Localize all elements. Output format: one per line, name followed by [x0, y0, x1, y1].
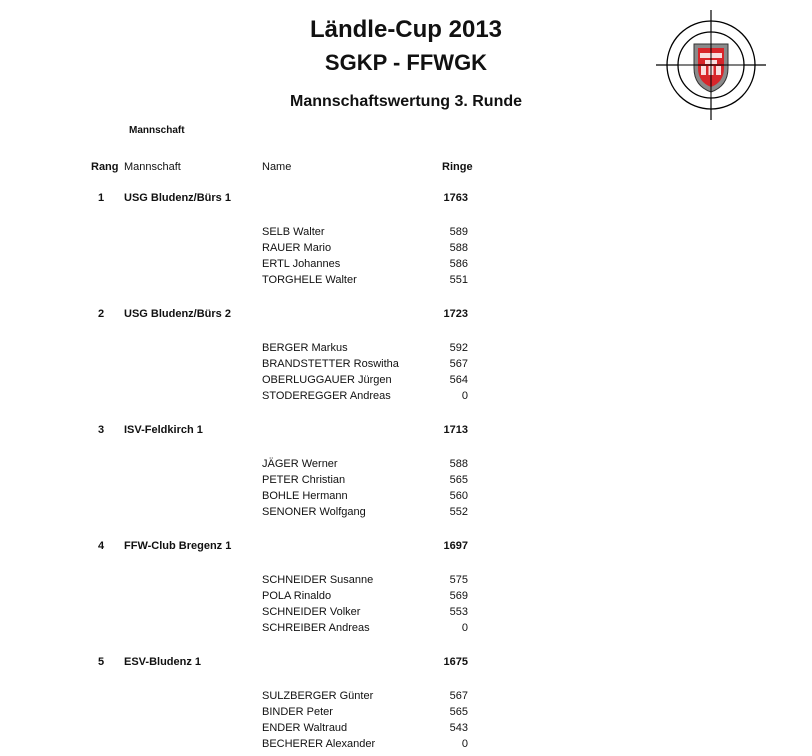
- member-score: 592: [449, 342, 468, 354]
- team-rank: 1: [97, 192, 105, 204]
- team-name: ISV-Feldkirch 1: [124, 424, 203, 436]
- member-score: 553: [449, 606, 468, 618]
- member-score: 565: [449, 706, 468, 718]
- member-name: SCHREIBER Andreas: [262, 622, 370, 634]
- crosshair-coat-of-arms-logo: [656, 10, 766, 120]
- column-header-team: Mannschaft: [124, 161, 181, 173]
- member-name: SENONER Wolfgang: [262, 506, 366, 518]
- team-rank: 4: [97, 540, 105, 552]
- team-rank: 2: [97, 308, 105, 320]
- team-total: 1675: [443, 656, 468, 668]
- member-score: 567: [449, 690, 468, 702]
- member-score: 0: [461, 738, 468, 750]
- member-score: 560: [449, 490, 468, 502]
- member-score: 564: [449, 374, 468, 386]
- member-name: SULZBERGER Günter: [262, 690, 374, 702]
- team-total: 1763: [443, 192, 468, 204]
- member-name: BRANDSTETTER Roswitha: [262, 358, 399, 370]
- team-rank: 3: [97, 424, 105, 436]
- member-name: POLA Rinaldo: [262, 590, 332, 602]
- team-name: USG Bludenz/Bürs 1: [124, 192, 231, 204]
- member-name: ERTL Johannes: [262, 258, 341, 270]
- member-name: JÄGER Werner: [262, 458, 338, 470]
- member-name: BERGER Markus: [262, 342, 348, 354]
- document-subtitle: SGKP - FFWGK: [324, 50, 488, 75]
- member-score: 588: [449, 242, 468, 254]
- member-score: 589: [449, 226, 468, 238]
- member-name: SCHNEIDER Susanne: [262, 574, 374, 586]
- member-score: 588: [449, 458, 468, 470]
- member-score: 552: [449, 506, 468, 518]
- member-name: BOHLE Hermann: [262, 490, 348, 502]
- member-name: ENDER Waltraud: [262, 722, 348, 734]
- member-score: 0: [461, 390, 468, 402]
- team-name: ESV-Bludenz 1: [124, 656, 202, 668]
- member-score: 567: [449, 358, 468, 370]
- member-score: 551: [449, 274, 468, 286]
- team-total: 1723: [443, 308, 468, 320]
- column-header-score: Ringe: [442, 161, 473, 173]
- member-name: STODEREGGER Andreas: [262, 390, 391, 402]
- member-score: 569: [449, 590, 468, 602]
- column-header-rank: Rang: [91, 161, 119, 173]
- team-total: 1713: [443, 424, 468, 436]
- team-name: FFW-Club Bregenz 1: [124, 540, 232, 552]
- team-total: 1697: [443, 540, 468, 552]
- member-name: RAUER Mario: [262, 242, 332, 254]
- member-name: BINDER Peter: [262, 706, 333, 718]
- member-name: BECHERER Alexander: [262, 738, 376, 750]
- member-name: PETER Christian: [262, 474, 346, 486]
- member-score: 543: [449, 722, 468, 734]
- document-title: Ländle-Cup 2013: [309, 16, 503, 43]
- member-name: TORGHELE Walter: [262, 274, 357, 286]
- team-rank: 5: [97, 656, 105, 668]
- document-heading: Mannschaftswertung 3. Runde: [289, 93, 523, 110]
- member-name: SELB Walter: [262, 226, 325, 238]
- team-name: USG Bludenz/Bürs 2: [124, 308, 231, 320]
- member-score: 565: [449, 474, 468, 486]
- member-score: 575: [449, 574, 468, 586]
- member-score: 0: [461, 622, 468, 634]
- member-score: 586: [449, 258, 468, 270]
- member-name: SCHNEIDER Volker: [262, 606, 361, 618]
- member-name: OBERLUGGAUER Jürgen: [262, 374, 392, 386]
- section-label: Mannschaft: [129, 125, 185, 136]
- column-header-name: Name: [262, 161, 292, 173]
